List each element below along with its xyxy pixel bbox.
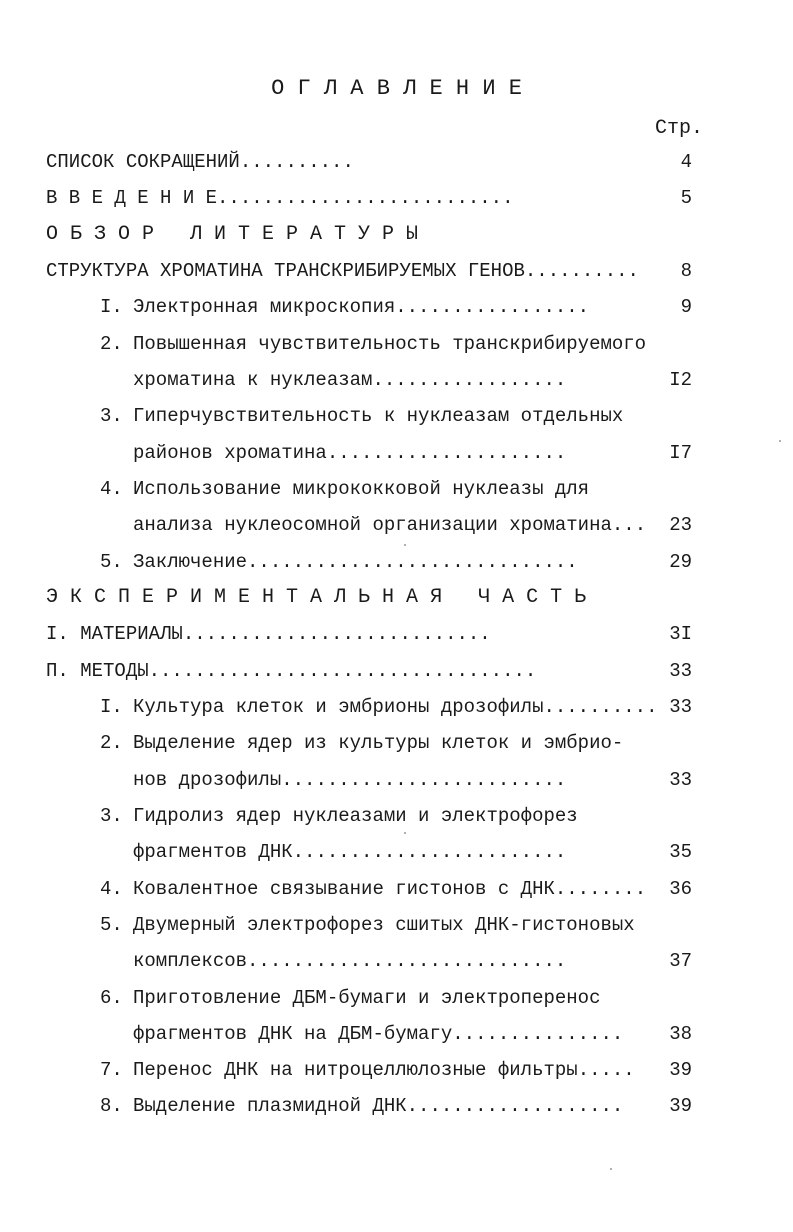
toc-leader-dots: ..........: [239, 151, 354, 173]
toc-entry: [0, 1055, 793, 1085]
toc-entry-title: Ковалентное связывание гистонов с ДНК: [133, 878, 555, 900]
toc-leader-dots: .................: [372, 369, 567, 391]
toc-leader-dots: ..........: [543, 696, 658, 718]
toc-leader-dots: ........: [554, 878, 647, 900]
toc-page-number: 29: [669, 551, 692, 573]
toc-entry-title: Повышенная чувствительность транскрибируемого: [133, 333, 647, 355]
toc-entry: [0, 1091, 793, 1121]
toc-entry-number: 5.: [100, 914, 123, 936]
toc-entry-title: нов дрозофилы: [133, 769, 282, 791]
toc-entry-text: [133, 983, 600, 1013]
toc-page-number: I7: [669, 442, 692, 464]
toc-entry-number: 5.: [100, 551, 123, 573]
toc-entry: [0, 365, 793, 395]
toc-entry: [0, 619, 793, 649]
toc-entry-title: СПИСОК СОКРАЩЕНИЙ: [46, 151, 240, 173]
toc-entry: [0, 401, 793, 431]
toc-entry-text: [133, 728, 623, 758]
page-title: О Г Л А В Л Е Н И Е: [271, 76, 522, 101]
toc-page-number: 35: [669, 841, 692, 863]
toc-entry: [0, 801, 793, 831]
toc-leader-dots: ...................: [406, 1095, 624, 1117]
toc-page-number: 3I: [669, 623, 692, 645]
toc-entry: [0, 147, 793, 177]
toc-page-number: 39: [669, 1059, 692, 1081]
toc-entry: [0, 474, 793, 504]
toc-entry-title: Выделение плазмидной ДНК: [133, 1095, 407, 1117]
toc-entry-text: [133, 547, 578, 577]
toc-entry-number: 6.: [100, 987, 123, 1009]
toc-entry-text: [133, 510, 646, 540]
toc-entry-text: [133, 1019, 623, 1049]
toc-entry-title: фрагментов ДНК на ДБМ-бумагу: [133, 1023, 453, 1045]
toc-entry-title: Выделение ядер из культуры клеток и эмбрио-: [133, 732, 624, 754]
toc-entry-title: В В Е Д Е Н И Е: [46, 187, 218, 209]
toc-entry: [0, 874, 793, 904]
toc-entry: [0, 765, 793, 795]
toc-entry-text: [133, 910, 635, 940]
toc-entry-text: [46, 619, 491, 649]
toc-entry-title: Приготовление ДБМ-бумаги и электроперенос: [133, 987, 601, 1009]
toc-page-number: 23: [669, 514, 692, 536]
toc-entry-text: [133, 474, 589, 504]
toc-entry-text: [133, 329, 646, 359]
toc-entry-text: [133, 765, 566, 795]
toc-leader-dots: ..........................: [217, 187, 514, 209]
toc-entry-title: фрагментов ДНК: [133, 841, 293, 863]
toc-page-number: 36: [669, 878, 692, 900]
section-heading: Э К С П Е Р И М Е Н Т А Л Ь Н А Я Ч А С Т Ь: [46, 586, 587, 609]
toc-leader-dots: .................: [395, 296, 590, 318]
toc-entry-text: [133, 1091, 623, 1121]
toc-leader-dots: .....................: [326, 442, 567, 464]
toc-entry-number: 8.: [100, 1095, 123, 1117]
toc-entry-number: 2.: [100, 333, 123, 355]
toc-leader-dots: ..................................: [148, 660, 537, 682]
toc-entry-title: Двумерный электрофорез сшитых ДНК-гистоновых: [133, 914, 635, 936]
toc-page-number: 39: [669, 1095, 692, 1117]
toc-entry-number: 4.: [100, 878, 123, 900]
toc-entry-text: [46, 656, 536, 686]
toc-entry-title: Культура клеток и эмбрионы дрозофилы: [133, 696, 544, 718]
toc-entry-title: Заключение: [133, 551, 248, 573]
toc-entry: [0, 656, 793, 686]
toc-entry-number: 7.: [100, 1059, 123, 1081]
toc-entry: [0, 438, 793, 468]
toc-leader-dots: ...............: [452, 1023, 624, 1045]
toc-page-number: 9: [680, 296, 692, 318]
paper-speck: [404, 544, 406, 546]
toc-leader-dots: ...: [611, 514, 647, 536]
toc-entry-number: I.: [100, 696, 123, 718]
toc-entry-text: [46, 183, 513, 213]
toc-entry-title: П. МЕТОДЫ: [46, 660, 149, 682]
toc-entry-title: Перенос ДНК на нитроцеллюлозные фильтры: [133, 1059, 578, 1081]
toc-entry: [0, 547, 793, 577]
toc-leader-dots: ..........: [524, 260, 639, 282]
toc-leader-dots: ........................: [292, 841, 567, 863]
toc-leader-dots: .............................: [247, 551, 578, 573]
toc-page-number: 4: [680, 151, 692, 173]
toc-entry-number: 3.: [100, 805, 123, 827]
toc-entry: [0, 183, 793, 213]
toc-leader-dots: ...........................: [182, 623, 491, 645]
paper-speck: [404, 832, 406, 834]
toc-entry-text: [133, 946, 566, 976]
toc-page-number: 33: [669, 660, 692, 682]
toc-entry-text: [46, 147, 354, 177]
toc-page-number: I2: [669, 369, 692, 391]
toc-page-number: 33: [669, 696, 692, 718]
toc-entry-number: I.: [100, 296, 123, 318]
toc-entry: [0, 256, 793, 286]
toc-entry-title: СТРУКТУРА ХРОМАТИНА ТРАНСКРИБИРУЕМЫХ ГЕНОВ: [46, 260, 525, 282]
toc-entry-text: [133, 292, 589, 322]
toc-entry-text: [133, 692, 658, 722]
toc-entry: [0, 510, 793, 540]
toc-page-number: 33: [669, 769, 692, 791]
toc-leader-dots: ............................: [247, 950, 567, 972]
toc-page-number: 5: [680, 187, 692, 209]
toc-entry: [0, 692, 793, 722]
pages-column-label: Стр.: [654, 117, 703, 140]
toc-entry-title: Электронная микроскопия: [133, 296, 396, 318]
toc-entry-title: комплексов: [133, 950, 248, 972]
toc-entry-title: Гидролиз ядер нуклеазами и электрофорез: [133, 805, 578, 827]
toc-entry-text: [133, 365, 566, 395]
toc-entry-number: 4.: [100, 478, 123, 500]
toc-entry-text: [46, 256, 639, 286]
toc-entry-title: Гиперчувствительность к нуклеазам отдельных: [133, 405, 624, 427]
toc-entry-text: [133, 401, 623, 431]
toc-entry: [0, 728, 793, 758]
toc-page-number: 8: [680, 260, 692, 282]
toc-entry-text: [133, 801, 578, 831]
toc-page-number: 38: [669, 1023, 692, 1045]
toc-entry-title: хроматина к нуклеазам: [133, 369, 373, 391]
toc-entry-text: [133, 874, 646, 904]
toc-entry-text: [133, 837, 566, 867]
toc-entry-number: 2.: [100, 732, 123, 754]
toc-entry: [0, 983, 793, 1013]
toc-leader-dots: .........................: [281, 769, 567, 791]
toc-entry: [0, 946, 793, 976]
toc-page-number: 37: [669, 950, 692, 972]
toc-entry: [0, 910, 793, 940]
toc-entry-text: [133, 438, 566, 468]
toc-entry-title: Использование микрококковой нуклеазы для: [133, 478, 590, 500]
toc-entry-title: анализа нуклеосомной организации хроматина: [133, 514, 612, 536]
toc-entry: [0, 292, 793, 322]
paper-speck: [779, 440, 781, 442]
toc-entry-title: районов хроматина: [133, 442, 327, 464]
toc-entry: [0, 1019, 793, 1049]
toc-entry-number: 3.: [100, 405, 123, 427]
toc-entry-text: [133, 1055, 635, 1085]
toc-entry: [0, 329, 793, 359]
toc-entry: [0, 837, 793, 867]
paper-speck: [610, 1168, 612, 1170]
toc-leader-dots: .....: [577, 1059, 635, 1081]
section-heading: О Б З О Р Л И Т Е Р А Т У Р Ы: [46, 223, 419, 246]
toc-entry-title: I. МАТЕРИАЛЫ: [46, 623, 183, 645]
